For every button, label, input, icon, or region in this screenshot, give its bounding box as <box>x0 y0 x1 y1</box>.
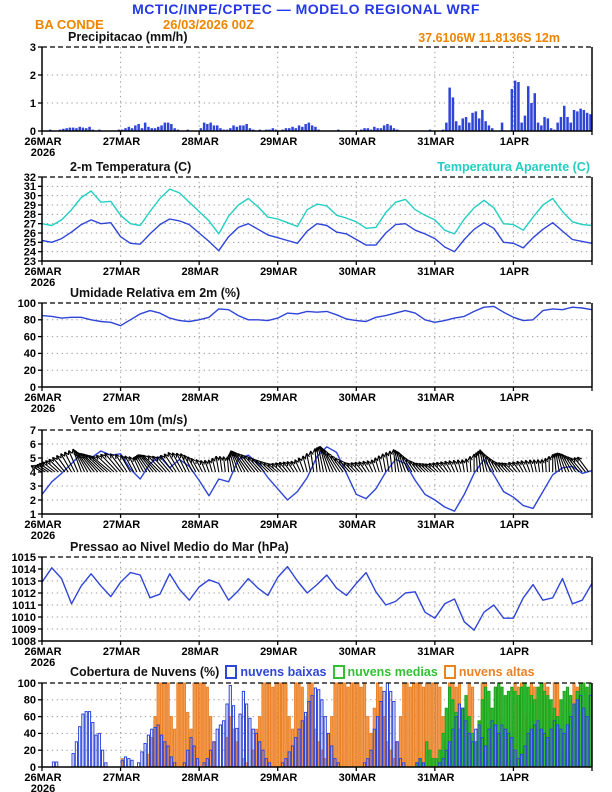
svg-text:1: 1 <box>29 508 36 521</box>
svg-text:6: 6 <box>29 438 36 451</box>
svg-text:31MAR: 31MAR <box>417 136 455 148</box>
svg-text:2026: 2026 <box>30 657 56 669</box>
svg-text:2026: 2026 <box>30 147 56 159</box>
wind-panel <box>24 425 592 542</box>
legend-label-high-clouds: nuvens altas <box>458 665 535 679</box>
svg-text:1APR: 1APR <box>499 772 530 784</box>
svg-text:2: 2 <box>29 494 36 507</box>
svg-text:27MAR: 27MAR <box>102 646 141 658</box>
svg-text:30MAR: 30MAR <box>338 266 376 278</box>
panel-title-precipitation: Precipitacao (mm/h) <box>68 30 188 44</box>
svg-text:80: 80 <box>23 314 36 327</box>
pressure-panel <box>12 552 592 669</box>
svg-text:2026: 2026 <box>30 530 56 542</box>
svg-text:100: 100 <box>17 677 36 690</box>
svg-text:30MAR: 30MAR <box>338 772 376 784</box>
svg-text:1012: 1012 <box>11 587 36 600</box>
svg-text:28: 28 <box>23 209 36 222</box>
panel-title-pressure: Pressao ao Nivel Medio do Mar (hPa) <box>70 540 289 554</box>
svg-text:0: 0 <box>29 381 36 394</box>
svg-text:20: 20 <box>23 745 36 757</box>
svg-text:2026: 2026 <box>30 783 56 792</box>
station-coordinates: 37.6106W 11.8136S 12m <box>418 31 560 45</box>
svg-text:26MAR: 26MAR <box>24 646 62 658</box>
svg-text:1APR: 1APR <box>499 646 530 658</box>
svg-text:30MAR: 30MAR <box>338 392 376 404</box>
legend-item-high-clouds <box>444 665 535 679</box>
svg-text:28MAR: 28MAR <box>181 772 219 784</box>
svg-text:23: 23 <box>23 255 36 268</box>
svg-text:2: 2 <box>29 69 36 82</box>
svg-text:100: 100 <box>17 297 36 310</box>
svg-text:29MAR: 29MAR <box>260 772 298 784</box>
svg-text:7: 7 <box>29 424 36 437</box>
svg-text:28MAR: 28MAR <box>181 392 219 404</box>
svg-text:31MAR: 31MAR <box>417 772 455 784</box>
svg-text:29MAR: 29MAR <box>260 266 298 278</box>
svg-text:1APR: 1APR <box>499 519 530 531</box>
low-clouds-swatch-icon <box>225 665 237 679</box>
svg-text:26MAR: 26MAR <box>24 519 62 531</box>
svg-text:31MAR: 31MAR <box>417 646 455 658</box>
legend-label-low-clouds: nuvens baixas <box>240 665 327 679</box>
svg-text:80: 80 <box>23 694 36 707</box>
svg-text:2026: 2026 <box>30 277 56 289</box>
svg-text:29MAR: 29MAR <box>260 392 298 404</box>
svg-text:3: 3 <box>29 41 36 54</box>
svg-text:1015: 1015 <box>11 551 36 564</box>
svg-text:27MAR: 27MAR <box>102 392 141 404</box>
svg-text:4: 4 <box>29 466 36 479</box>
svg-text:31MAR: 31MAR <box>417 519 455 531</box>
legend-label-mid-clouds: nuvens medias <box>347 665 438 679</box>
svg-text:0: 0 <box>29 761 36 774</box>
panel-title-wind: Vento em 10m (m/s) <box>70 413 188 427</box>
model-header: MCTIC/INPE/CPTEC — MODELO REGIONAL WRF <box>132 1 480 17</box>
svg-text:1010: 1010 <box>11 611 36 624</box>
svg-text:3: 3 <box>29 480 36 493</box>
svg-text:32: 32 <box>23 171 36 184</box>
svg-text:20: 20 <box>23 365 36 377</box>
svg-text:60: 60 <box>23 331 36 344</box>
svg-text:1APR: 1APR <box>499 266 530 278</box>
mid-clouds-swatch-icon <box>333 665 345 679</box>
svg-text:28MAR: 28MAR <box>181 136 219 148</box>
svg-text:28MAR: 28MAR <box>181 646 219 658</box>
svg-text:40: 40 <box>23 348 36 361</box>
svg-text:27MAR: 27MAR <box>102 266 141 278</box>
svg-text:26: 26 <box>23 227 36 240</box>
svg-text:24: 24 <box>23 246 36 259</box>
svg-text:31MAR: 31MAR <box>417 266 455 278</box>
svg-text:1008: 1008 <box>11 635 36 648</box>
svg-text:25: 25 <box>23 237 36 250</box>
panel-title-apparent-temperature: Temperatura Aparente (C) <box>437 160 590 174</box>
panel-title-temperature: 2-m Temperatura (C) <box>70 160 192 174</box>
svg-text:29: 29 <box>23 199 36 212</box>
svg-text:1011: 1011 <box>12 599 36 612</box>
svg-text:27MAR: 27MAR <box>102 519 141 531</box>
svg-text:0: 0 <box>29 125 36 138</box>
svg-text:29MAR: 29MAR <box>260 519 298 531</box>
high-clouds-swatch-icon <box>444 665 456 679</box>
svg-text:1APR: 1APR <box>499 136 530 148</box>
svg-text:5: 5 <box>29 452 36 465</box>
svg-text:30: 30 <box>23 190 36 203</box>
svg-text:1014: 1014 <box>11 563 36 576</box>
svg-text:2026: 2026 <box>30 403 56 415</box>
svg-text:40: 40 <box>23 728 36 741</box>
station-name: BA CONDE <box>35 17 104 32</box>
svg-text:31MAR: 31MAR <box>417 392 455 404</box>
svg-text:28MAR: 28MAR <box>181 519 219 531</box>
panel-title-humidity: Umidade Relativa em 2m (%) <box>70 286 241 300</box>
panel-title-clouds: Cobertura de Nuvens (%) <box>70 665 220 679</box>
svg-text:1: 1 <box>29 97 36 110</box>
svg-text:27MAR: 27MAR <box>102 772 141 784</box>
legend-item-low-clouds <box>225 665 326 679</box>
temperature-panel <box>24 172 592 289</box>
svg-text:26MAR: 26MAR <box>24 266 62 278</box>
humidity-panel <box>18 298 592 415</box>
svg-text:27: 27 <box>23 218 36 231</box>
svg-text:29MAR: 29MAR <box>260 136 298 148</box>
clouds-title-legend-row <box>70 665 535 679</box>
svg-text:30MAR: 30MAR <box>338 136 376 148</box>
run-datetime: 26/03/2026 00Z <box>163 17 255 32</box>
svg-text:60: 60 <box>23 711 36 724</box>
precipitation-panel <box>24 42 592 159</box>
svg-text:26MAR: 26MAR <box>24 136 62 148</box>
svg-text:26MAR: 26MAR <box>24 392 62 404</box>
svg-text:1009: 1009 <box>11 623 36 636</box>
svg-text:29MAR: 29MAR <box>260 646 298 658</box>
svg-text:31: 31 <box>23 181 36 194</box>
svg-text:1013: 1013 <box>11 575 36 588</box>
legend-item-mid-clouds <box>333 665 438 679</box>
clouds-panel <box>18 678 592 792</box>
svg-text:30MAR: 30MAR <box>338 646 376 658</box>
svg-text:27MAR: 27MAR <box>102 136 141 148</box>
svg-text:30MAR: 30MAR <box>338 519 376 531</box>
svg-text:28MAR: 28MAR <box>181 266 219 278</box>
svg-text:1APR: 1APR <box>499 392 530 404</box>
svg-text:26MAR: 26MAR <box>24 772 62 784</box>
